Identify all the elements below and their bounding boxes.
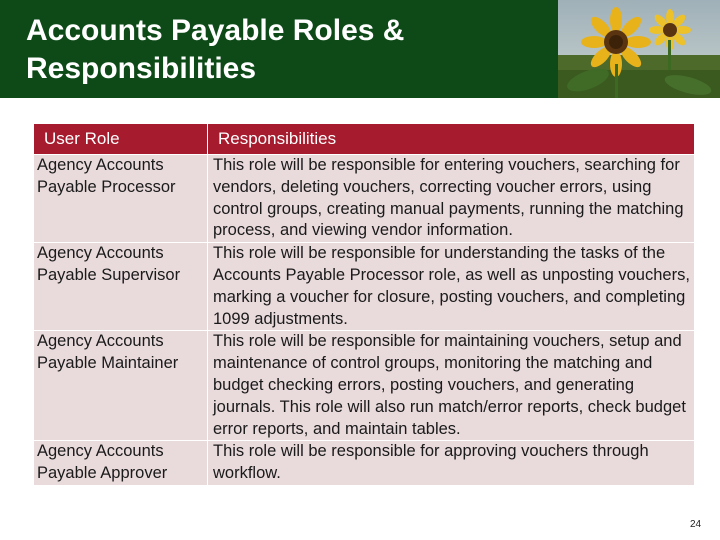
- role-line: Payable Maintainer: [37, 354, 179, 373]
- role-line: Agency Accounts: [37, 244, 164, 263]
- responsibility-cell: This role will be responsible for approving vouchers through workflow.: [208, 441, 695, 486]
- role-line: Agency Accounts: [37, 332, 164, 351]
- title-band: [0, 0, 720, 98]
- table-row: [34, 155, 695, 243]
- role-line: Payable Supervisor: [37, 265, 181, 284]
- slide-title: [26, 12, 526, 88]
- role-line: Payable Processor: [37, 177, 176, 196]
- roles-table: [33, 123, 695, 486]
- responsibility-cell: This role will be responsible for maintaining vouchers, setup and maintenance of control groups, monitoring the matching and budget checking errors, posting vouchers, and generating journals. This role will also run match/error reports, check budget error reports, and maintain tables.: [208, 331, 695, 441]
- responsibility-cell: This role will be responsible for entering vouchers, searching for vendors, deleting vouchers, correcting voucher errors, using control groups, creating manual payments, running the matching process, and viewing vendor information.: [208, 155, 695, 243]
- role-line: Agency Accounts: [37, 156, 164, 174]
- header-responsibilities: Responsibilities: [208, 124, 695, 155]
- table-row: [34, 331, 695, 441]
- roles-table-container: [33, 123, 695, 486]
- role-cell: [34, 331, 208, 441]
- role-line: Agency Accounts: [37, 442, 164, 461]
- slide-title-line-2: Responsibilities: [26, 52, 257, 85]
- sunflower-photo: [558, 0, 720, 98]
- role-cell: [34, 243, 208, 331]
- responsibility-cell: This role will be responsible for understanding the tasks of the Accounts Payable Processor role, as well as unposting vouchers, marking a voucher for closure, posting vouchers, and completing 1099 adjustments.: [208, 243, 695, 331]
- header-user-role: User Role: [34, 124, 208, 155]
- table-row: [34, 441, 695, 486]
- table-row: [34, 243, 695, 331]
- page-number: 24: [690, 519, 702, 530]
- role-cell: [34, 155, 208, 243]
- table-header-row: [34, 124, 695, 155]
- role-line: Payable Approver: [37, 464, 168, 483]
- role-cell: [34, 441, 208, 486]
- slide-title-line-1: Accounts Payable Roles &: [26, 14, 405, 47]
